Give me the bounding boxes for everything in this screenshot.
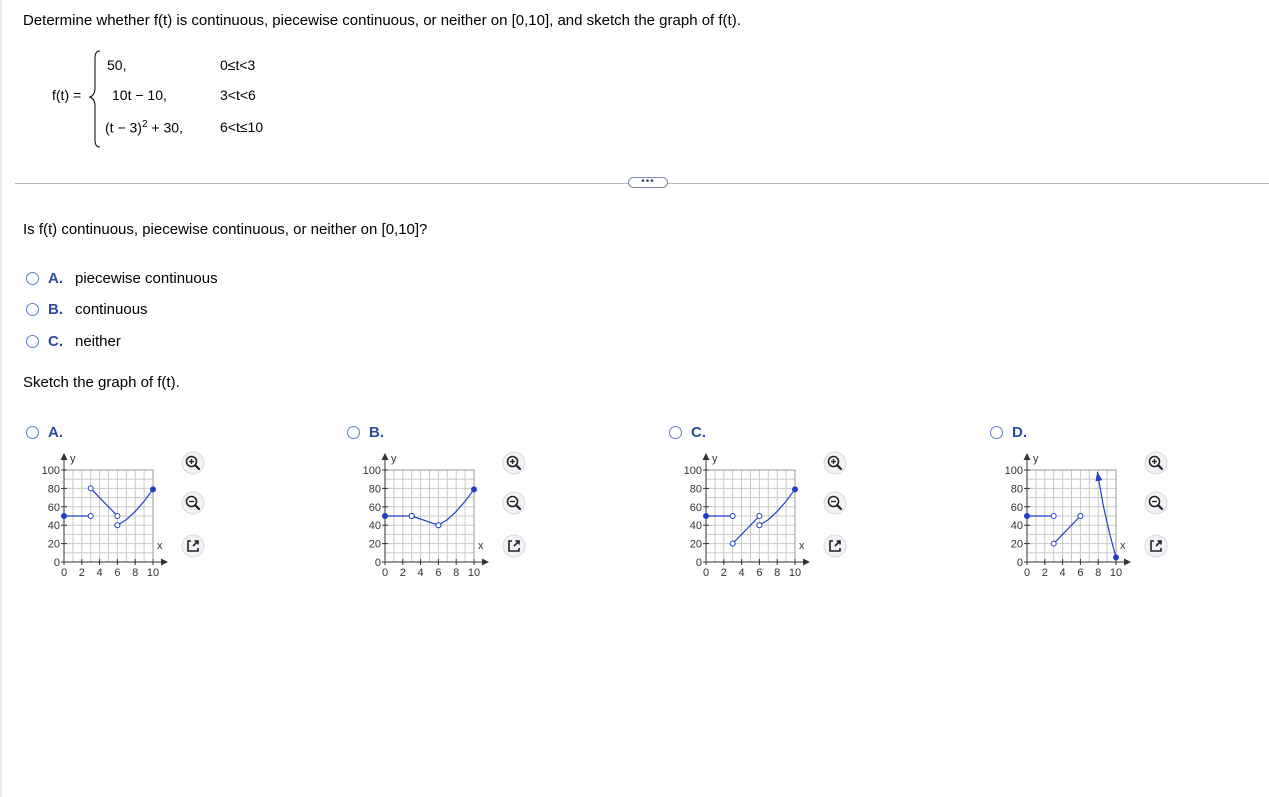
open-endpoint: [757, 523, 762, 528]
y-tick-label: 40: [689, 520, 702, 533]
y-tick-label: 60: [1010, 501, 1023, 514]
radio-button[interactable]: [26, 335, 39, 348]
popout-icon[interactable]: [182, 535, 204, 557]
graph-b: [350, 452, 500, 602]
graph-a: [29, 452, 179, 602]
part1-option-c[interactable]: [26, 333, 121, 350]
graph-option-d[interactable]: [990, 424, 1027, 441]
x-axis-label: x: [157, 540, 163, 552]
zoom-in-icon[interactable]: [182, 452, 204, 474]
graph-c: [671, 452, 821, 602]
x-axis-label: x: [799, 540, 805, 552]
x-axis-label: x: [1120, 540, 1126, 552]
y-tick-label: 60: [368, 501, 381, 514]
x-tick-label: 10: [788, 567, 802, 579]
x-tick-label: 4: [738, 567, 745, 579]
y-tick-label: 60: [689, 501, 702, 514]
piece-2-cond: 3<t<6: [220, 87, 256, 103]
y-tick-label: 100: [1004, 465, 1023, 477]
x-tick-label: 6: [435, 567, 442, 579]
y-tick-label: 20: [689, 538, 702, 551]
curve-arrow: [1095, 472, 1102, 481]
open-endpoint: [436, 523, 441, 528]
y-tick-label: 80: [1010, 483, 1023, 496]
curve-segment: [412, 516, 439, 525]
option-letter: A.: [48, 424, 63, 441]
x-tick-label: 0: [702, 567, 710, 579]
y-axis-arrow: [703, 453, 710, 460]
y-tick-label: 100: [41, 465, 60, 477]
y-tick-label: 80: [47, 483, 60, 496]
y-tick-label: 80: [368, 483, 381, 496]
curve-segment: [91, 488, 118, 516]
x-axis-arrow: [1124, 559, 1131, 566]
y-tick-label: 100: [683, 465, 702, 477]
option-letter: C.: [691, 424, 706, 441]
y-tick-label: 20: [47, 538, 60, 551]
radio-button[interactable]: [26, 272, 39, 285]
y-tick-label: 0: [374, 557, 381, 569]
question-prompt: Determine whether f(t) is continuous, piecewise continuous, or neither on [0,10], and sketch the graph of f(t).: [23, 12, 741, 29]
graph-d: [992, 452, 1142, 602]
closed-endpoint: [150, 486, 156, 492]
x-tick-label: 0: [60, 567, 68, 579]
y-tick-label: 0: [695, 557, 702, 569]
y-axis-arrow: [382, 453, 389, 460]
x-tick-label: 10: [467, 567, 481, 579]
y-tick-label: 100: [362, 465, 381, 477]
x-tick-label: 2: [720, 567, 727, 579]
zoom-out-icon[interactable]: [503, 492, 525, 514]
popout-icon[interactable]: [503, 535, 525, 557]
popout-icon[interactable]: [1145, 535, 1167, 557]
x-tick-label: 8: [774, 567, 781, 579]
graph-option-a[interactable]: [26, 424, 63, 441]
y-tick-label: 20: [1010, 538, 1023, 551]
x-tick-label: 6: [756, 567, 763, 579]
open-endpoint: [730, 514, 735, 519]
open-endpoint: [115, 523, 120, 528]
x-tick-label: 4: [417, 567, 424, 579]
radio-button[interactable]: [26, 303, 39, 316]
radio-button[interactable]: [26, 426, 39, 439]
part1-prompt: Is f(t) continuous, piecewise continuous, or neither on [0,10]?: [23, 221, 428, 238]
radio-button[interactable]: [347, 426, 360, 439]
y-axis-arrow: [61, 453, 68, 460]
radio-button[interactable]: [990, 426, 1003, 439]
option-letter: B.: [369, 424, 384, 441]
open-endpoint: [730, 541, 735, 546]
zoom-in-icon[interactable]: [503, 452, 525, 474]
zoom-out-icon[interactable]: [1145, 492, 1167, 514]
open-endpoint: [409, 514, 414, 519]
x-tick-label: 8: [453, 567, 460, 579]
closed-endpoint: [792, 486, 798, 492]
option-letter: D.: [1012, 424, 1027, 441]
more-button[interactable]: •••: [628, 177, 668, 188]
x-axis-arrow: [161, 559, 168, 566]
x-tick-label: 8: [1095, 567, 1102, 579]
piece-2-expr: 10t − 10,: [112, 87, 167, 103]
part2-prompt: Sketch the graph of f(t).: [23, 374, 180, 391]
function-label: f(t) =: [52, 87, 82, 103]
x-tick-label: 2: [1041, 567, 1048, 579]
radio-button[interactable]: [669, 426, 682, 439]
x-tick-label: 2: [399, 567, 406, 579]
y-tick-label: 40: [1010, 520, 1023, 533]
closed-endpoint: [471, 486, 477, 492]
zoom-in-icon[interactable]: [824, 452, 846, 474]
y-axis-label: y: [1033, 453, 1039, 465]
zoom-out-icon[interactable]: [182, 492, 204, 514]
x-tick-label: 0: [1023, 567, 1031, 579]
y-axis-label: y: [391, 453, 397, 465]
x-axis-arrow: [803, 559, 810, 566]
y-tick-label: 40: [47, 520, 60, 533]
y-tick-label: 20: [368, 538, 381, 551]
open-endpoint: [757, 514, 762, 519]
x-tick-label: 2: [78, 567, 85, 579]
option-text: neither: [75, 333, 121, 350]
closed-endpoint: [61, 513, 67, 519]
closed-endpoint: [703, 513, 709, 519]
x-axis-label: x: [478, 540, 484, 552]
y-tick-label: 0: [53, 557, 60, 569]
y-axis-arrow: [1024, 453, 1031, 460]
option-text: piecewise continuous: [75, 270, 218, 287]
piece-1-expr: 50,: [107, 57, 127, 73]
open-endpoint: [1051, 514, 1056, 519]
y-tick-label: 0: [1016, 557, 1023, 569]
x-tick-label: 8: [132, 567, 139, 579]
graph-option-c[interactable]: [669, 424, 706, 441]
x-tick-label: 4: [96, 567, 103, 579]
zoom-out-icon[interactable]: [824, 492, 846, 514]
y-tick-label: 80: [689, 483, 702, 496]
y-tick-label: 60: [47, 501, 60, 514]
popout-icon[interactable]: [824, 535, 846, 557]
y-axis-label: y: [70, 453, 76, 465]
option-text: continuous: [75, 301, 148, 318]
x-tick-label: 6: [114, 567, 121, 579]
closed-endpoint: [1024, 513, 1030, 519]
piecewise-brace: [0, 0, 110, 160]
curve-segment: [733, 516, 760, 544]
open-endpoint: [115, 514, 120, 519]
option-letter: C.: [48, 333, 63, 350]
open-endpoint: [1078, 514, 1083, 519]
option-letter: B.: [48, 301, 63, 318]
part1-option-b[interactable]: [26, 301, 148, 318]
part1-option-a[interactable]: [26, 270, 218, 287]
x-axis-arrow: [482, 559, 489, 566]
piece-1-cond: 0≤t<3: [220, 57, 256, 73]
curve-segment: [1054, 516, 1081, 544]
x-tick-label: 0: [381, 567, 389, 579]
open-endpoint: [88, 486, 93, 491]
closed-endpoint: [382, 513, 388, 519]
y-axis-label: y: [712, 453, 718, 465]
x-tick-label: 4: [1059, 567, 1066, 579]
x-tick-label: 10: [146, 567, 160, 579]
piece-3-cond: 6<t≤10: [220, 119, 264, 135]
option-letter: A.: [48, 270, 63, 287]
x-tick-label: 10: [1109, 567, 1123, 579]
y-tick-label: 40: [368, 520, 381, 533]
x-tick-label: 6: [1077, 567, 1084, 579]
closed-endpoint: [1113, 554, 1119, 560]
open-endpoint: [88, 514, 93, 519]
piece-3-expr: $(t - 3)^2 + 30$,: [105, 119, 183, 136]
open-endpoint: [1051, 541, 1056, 546]
zoom-in-icon[interactable]: [1145, 452, 1167, 474]
graph-option-b[interactable]: [347, 424, 384, 441]
